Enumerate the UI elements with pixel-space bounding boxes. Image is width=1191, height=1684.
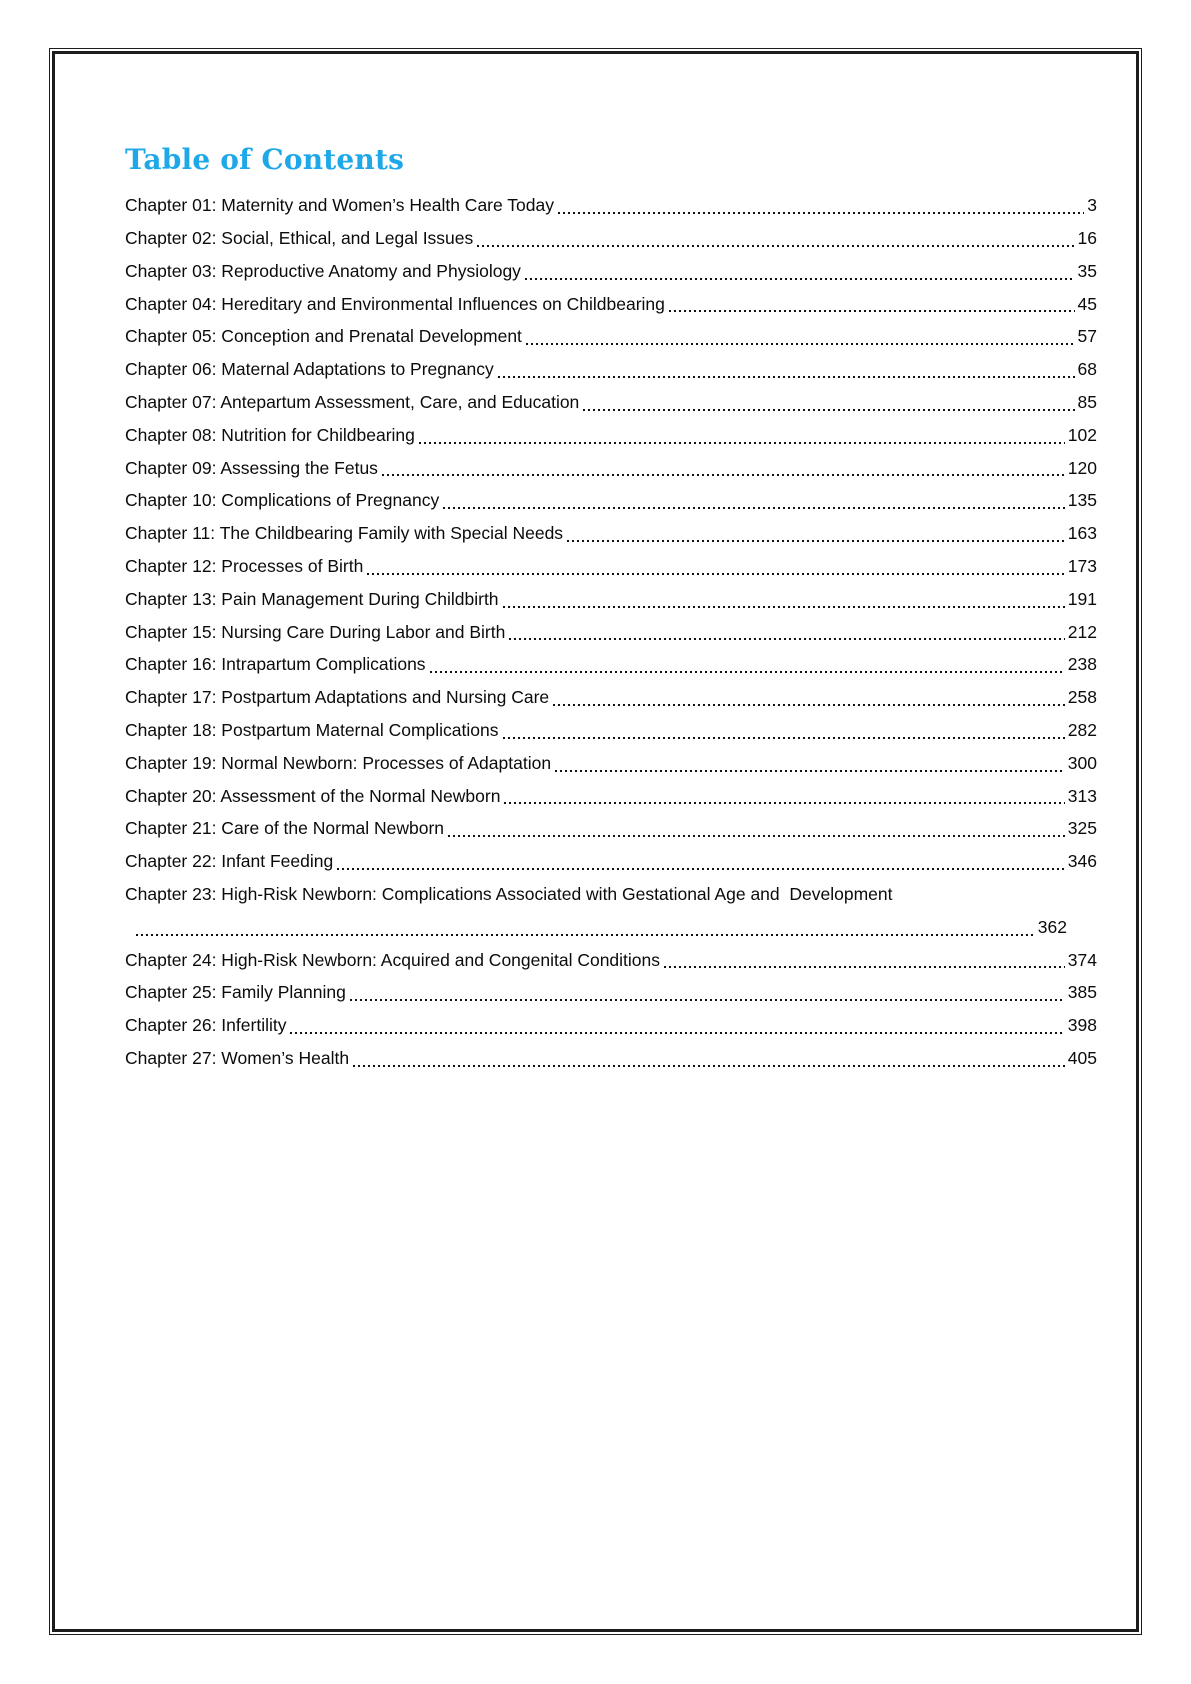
toc-entry-label: Chapter 08: Nutrition for Childbearing <box>125 424 415 445</box>
toc-dot-leader <box>367 550 1064 583</box>
toc-dot-leader <box>430 648 1065 681</box>
toc-entry-page: 300 <box>1067 752 1097 773</box>
toc-entry-page: 346 <box>1067 851 1097 872</box>
toc-entry-label: Chapter 09: Assessing the Fetus <box>125 457 378 478</box>
toc-entry <box>125 616 1097 649</box>
toc-dot-leader <box>526 320 1075 353</box>
toc-dot-leader <box>553 681 1065 714</box>
toc-entry-page: 258 <box>1067 687 1097 708</box>
toc-entry <box>125 353 1097 386</box>
toc-entry-page: 385 <box>1067 982 1097 1003</box>
toc-dot-leader <box>567 517 1065 550</box>
toc-entry <box>125 681 1097 714</box>
toc-entry-label: Chapter 03: Reproductive Anatomy and Physiology <box>125 260 521 281</box>
toc-entry-page: 398 <box>1067 1015 1097 1036</box>
toc-entry-label: Chapter 20: Assessment of the Normal Newborn <box>125 785 501 806</box>
toc-entry <box>125 780 1097 813</box>
toc-entry <box>125 255 1097 288</box>
toc-entry-page: 102 <box>1067 424 1097 445</box>
toc-entry-page: 68 <box>1077 359 1097 380</box>
toc-dot-leader <box>136 911 1035 944</box>
toc-entry-label: Chapter 04: Hereditary and Environmental Influences on Childbearing <box>125 293 665 314</box>
toc-dot-leader <box>290 1009 1064 1042</box>
toc-entry <box>125 878 1097 944</box>
toc-entry-wrap-line <box>125 911 1097 944</box>
table-of-contents <box>125 189 1097 1075</box>
toc-entry-page: 282 <box>1067 719 1097 740</box>
toc-entry-page: 374 <box>1067 949 1097 970</box>
toc-entry-page: 45 <box>1077 293 1097 314</box>
toc-dot-leader <box>448 812 1065 845</box>
toc-entry <box>125 288 1097 321</box>
toc-entry-label: Chapter 11: The Childbearing Family with Special Needs <box>125 523 564 544</box>
toc-entry <box>125 944 1097 977</box>
toc-dot-leader <box>525 255 1075 288</box>
toc-dot-leader <box>350 976 1065 1009</box>
toc-entry <box>125 386 1097 419</box>
toc-entry-page: 57 <box>1077 326 1097 347</box>
toc-entry-label: Chapter 07: Antepartum Assessment, Care, and Education <box>125 391 580 412</box>
toc-entry <box>125 189 1097 222</box>
toc-dot-leader <box>504 780 1064 813</box>
toc-entry-label: Chapter 21: Care of the Normal Newborn <box>125 818 445 839</box>
toc-dot-leader <box>419 419 1065 452</box>
toc-entry-page: 163 <box>1067 523 1097 544</box>
toc-dot-leader <box>382 452 1065 485</box>
toc-entry-label: Chapter 02: Social, Ethical, and Legal Issues <box>125 227 474 248</box>
toc-dot-leader <box>498 353 1075 386</box>
toc-dot-leader <box>503 583 1065 616</box>
toc-entry <box>125 517 1097 550</box>
toc-entry <box>125 648 1097 681</box>
toc-entry <box>125 222 1097 255</box>
toc-entry-page: 362 <box>1037 916 1067 937</box>
toc-dot-leader <box>443 484 1065 517</box>
toc-entry <box>125 419 1097 452</box>
toc-entry <box>125 550 1097 583</box>
toc-entry-page: 16 <box>1077 227 1097 248</box>
toc-entry-page: 173 <box>1067 555 1097 576</box>
toc-entry-label: Chapter 26: Infertility <box>125 1015 287 1036</box>
toc-entry <box>125 320 1097 353</box>
toc-entry-label: Chapter 15: Nursing Care During Labor and Birth <box>125 621 506 642</box>
toc-entry-label: Chapter 16: Intrapartum Complications <box>125 654 426 675</box>
toc-dot-leader <box>669 288 1075 321</box>
toc-entry-label: Chapter 27: Women’s Health <box>125 1047 350 1068</box>
toc-entry-page: 3 <box>1087 195 1097 216</box>
toc-entry-page: 405 <box>1067 1047 1097 1068</box>
toc-dot-leader <box>503 714 1065 747</box>
toc-entry-label: Chapter 18: Postpartum Maternal Complications <box>125 719 499 740</box>
toc-entry-page: 325 <box>1067 818 1097 839</box>
toc-entry <box>125 484 1097 517</box>
toc-entry-label: Chapter 24: High-Risk Newborn: Acquired and Congenital Conditions <box>125 949 661 970</box>
toc-entry <box>125 747 1097 780</box>
toc-entry-label: Chapter 01: Maternity and Women’s Health Care Today <box>125 195 554 216</box>
toc-entry-page: 120 <box>1067 457 1097 478</box>
toc-entry <box>125 976 1097 1009</box>
toc-entry <box>125 452 1097 485</box>
toc-entry-label: Chapter 06: Maternal Adaptations to Pregnancy <box>125 359 494 380</box>
toc-entry <box>125 812 1097 845</box>
toc-entry-label: Chapter 19: Normal Newborn: Processes of Adaptation <box>125 752 552 773</box>
toc-entry-label: Chapter 17: Postpartum Adaptations and Nursing Care <box>125 687 550 708</box>
toc-entry-label: Chapter 23: High-Risk Newborn: Complications Associated with Gestational Age and Development <box>125 883 893 904</box>
toc-entry-page: 212 <box>1067 621 1097 642</box>
toc-entry <box>125 1042 1097 1075</box>
toc-dot-leader <box>558 189 1084 222</box>
toc-dot-leader <box>477 222 1074 255</box>
toc-entry-page: 191 <box>1067 588 1097 609</box>
toc-entry-page: 313 <box>1067 785 1097 806</box>
toc-entry-label: Chapter 12: Processes of Birth <box>125 555 364 576</box>
toc-entry-page: 35 <box>1077 260 1097 281</box>
toc-entry <box>125 583 1097 616</box>
toc-entry <box>125 845 1097 878</box>
toc-entry <box>125 714 1097 747</box>
toc-entry <box>125 1009 1097 1042</box>
toc-dot-leader <box>337 845 1065 878</box>
toc-entry-page: 238 <box>1067 654 1097 675</box>
toc-entry-label: Chapter 25: Family Planning <box>125 982 346 1003</box>
page-title: Table of Contents <box>125 143 405 176</box>
toc-dot-leader <box>583 386 1074 419</box>
toc-dot-leader <box>509 616 1064 649</box>
page-content <box>55 54 1138 1075</box>
toc-entry-label: Chapter 13: Pain Management During Childbirth <box>125 588 499 609</box>
toc-dot-leader <box>664 944 1065 977</box>
toc-dot-leader <box>353 1042 1065 1075</box>
toc-entry-page: 85 <box>1077 391 1097 412</box>
toc-entry-label: Chapter 22: Infant Feeding <box>125 851 334 872</box>
toc-entry-page: 135 <box>1067 490 1097 511</box>
toc-dot-leader <box>555 747 1065 780</box>
toc-entry-label: Chapter 05: Conception and Prenatal Development <box>125 326 522 347</box>
toc-entry-label: Chapter 10: Complications of Pregnancy <box>125 490 440 511</box>
